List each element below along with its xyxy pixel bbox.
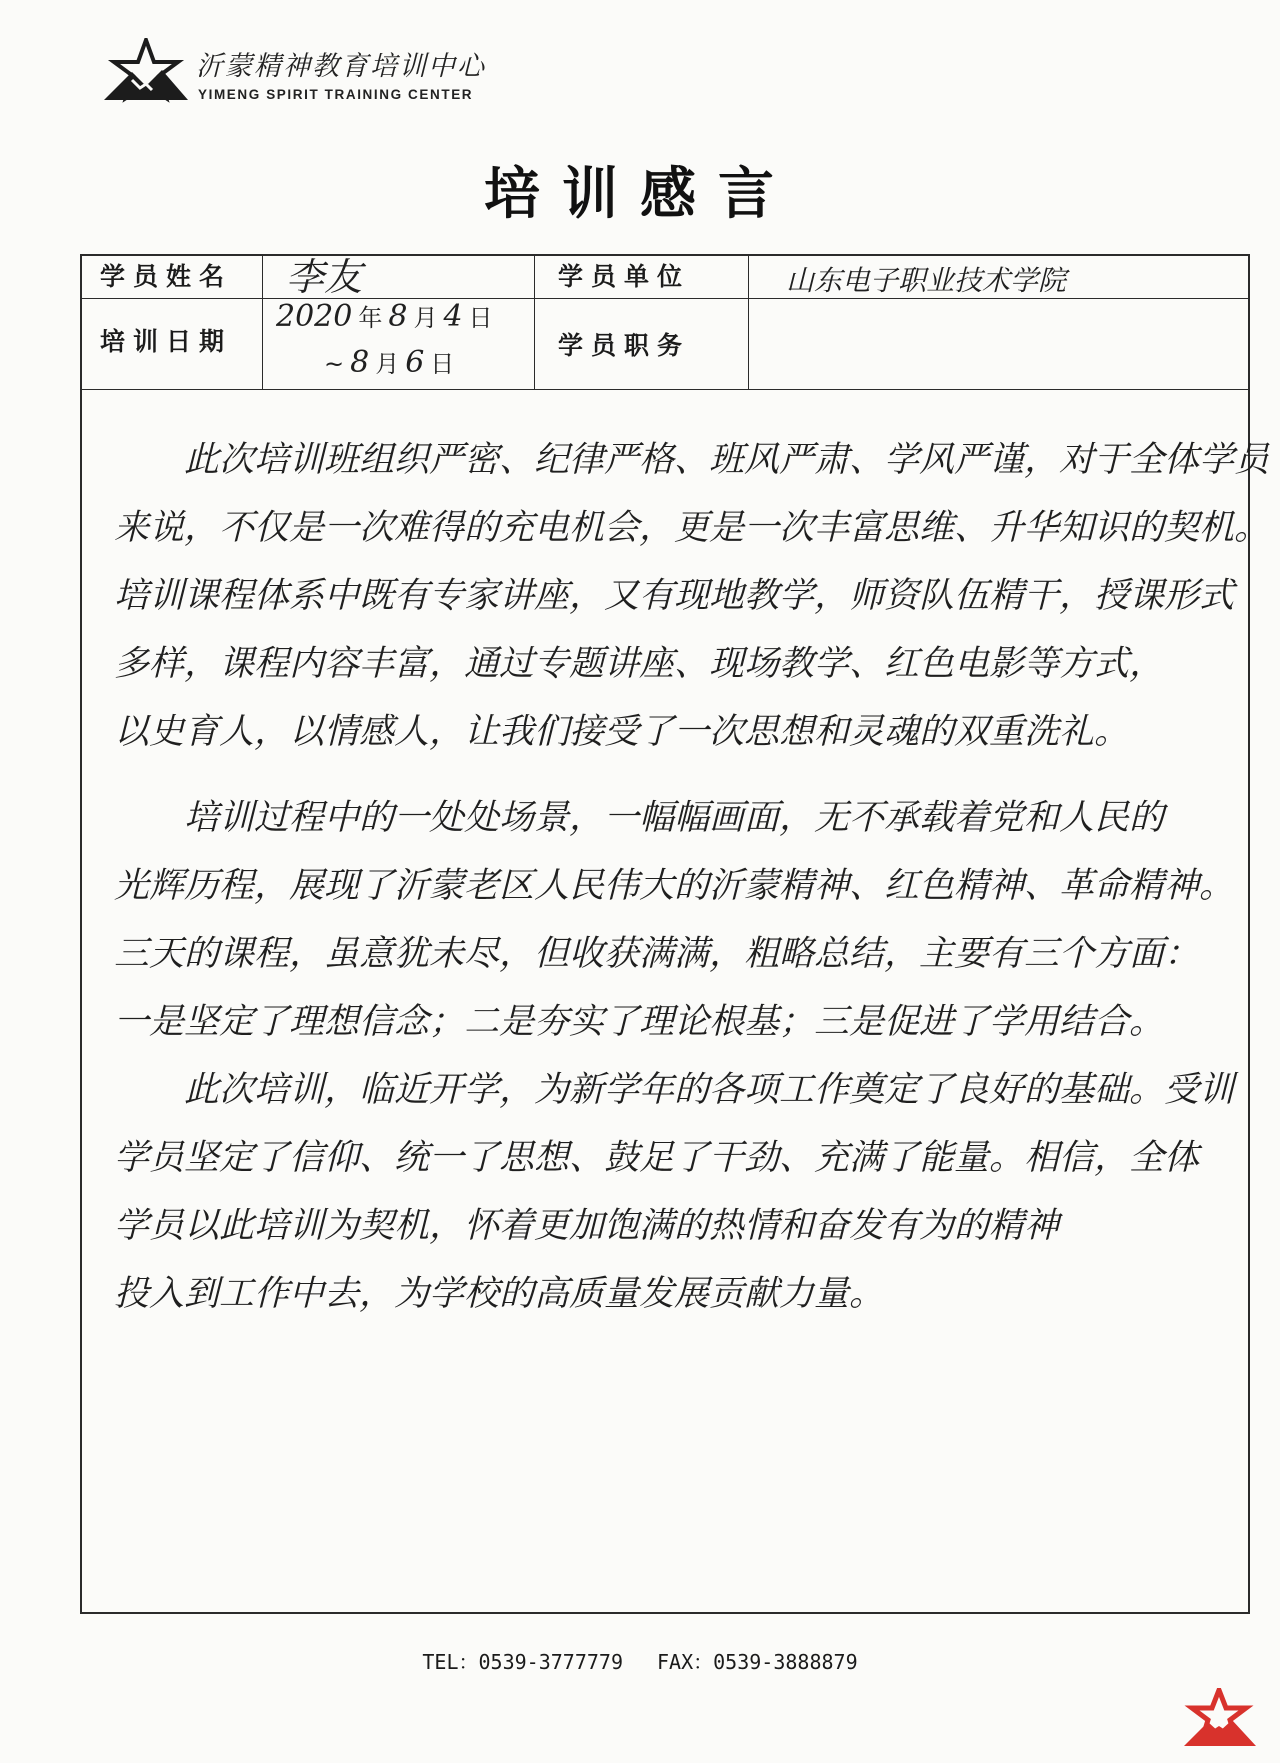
essay-line: 培训课程体系中既有专家讲座，又有现地教学，师资队伍精干，授课形式 xyxy=(114,576,1235,616)
day-unit: 日 xyxy=(468,304,493,332)
unit-value: 山东电子职业技术学院 xyxy=(786,264,1067,297)
essay-line: 三天的课程，虽意犹未尽，但收获满满，粗略总结，主要有三个方面： xyxy=(114,934,1200,974)
essay-line: 投入到工作中去，为学校的高质量发展贡献力量。 xyxy=(114,1274,885,1314)
date-start-month: 8 xyxy=(388,299,408,334)
year-unit: 年 xyxy=(358,304,383,332)
col-divider-2 xyxy=(534,256,535,389)
tel-number: 0539-3777779 xyxy=(478,1650,623,1674)
row-divider-2 xyxy=(82,389,1248,390)
col-divider-1 xyxy=(262,256,263,389)
name-label: 学员姓名 xyxy=(100,262,233,291)
day-unit: 日 xyxy=(430,350,455,378)
essay-line: 光辉历程，展现了沂蒙老区人民伟大的沂蒙精神、红色精神、革命精神。 xyxy=(114,866,1235,906)
tel-label: TEL： xyxy=(422,1650,479,1674)
essay-line: 学员以此培训为契机，怀着更加饱满的热情和奋发有为的精神 xyxy=(114,1206,1060,1246)
date-year: 2020 xyxy=(276,299,353,334)
position-label: 学员职务 xyxy=(558,331,691,360)
page-title: 培训感言 xyxy=(484,162,796,227)
red-star-corner-icon xyxy=(1180,1688,1258,1748)
testimonial-essay xyxy=(114,426,1270,1328)
name-value: 李友 xyxy=(286,255,363,299)
date-end xyxy=(318,344,460,380)
date-end-day: 6 xyxy=(405,345,425,380)
fax-number: 0539-3888879 xyxy=(713,1650,858,1674)
fax-label: FAX： xyxy=(657,1650,714,1674)
yimeng-star-mountain-icon xyxy=(102,38,190,104)
essay-line: 培训过程中的一处处场景，一幅幅画面，无不承载着党和人民的 xyxy=(114,798,1165,838)
date-start-day: 4 xyxy=(443,299,463,334)
logo-english-name: YIMENG SPIRIT TRAINING CENTER xyxy=(198,87,474,102)
unit-label: 学员单位 xyxy=(558,262,691,291)
essay-line: 此次培训班组织严密、纪律严格、班风严肃、学风严谨，对于全体学员 xyxy=(114,440,1270,480)
month-unit: 月 xyxy=(413,304,438,332)
logo-chinese-name: 沂蒙精神教育培训中心 xyxy=(196,51,486,82)
header-logo xyxy=(102,38,502,108)
date-label: 培训日期 xyxy=(100,327,233,356)
contact-footer xyxy=(0,1646,1280,1675)
col-divider-3 xyxy=(748,256,749,389)
essay-line: 此次培训，临近开学，为新学年的各项工作奠定了良好的基础。受训 xyxy=(114,1070,1235,1110)
row-divider-1 xyxy=(82,298,1248,299)
date-range-separator: ~ xyxy=(324,350,345,378)
month-unit: 月 xyxy=(375,350,400,378)
essay-line: 多样，课程内容丰富，通过专题讲座、现场教学、红色电影等方式， xyxy=(114,644,1165,684)
essay-line: 一是坚定了理想信念；二是夯实了理论根基；三是促进了学用结合。 xyxy=(114,1002,1165,1042)
essay-line: 来说，不仅是一次难得的充电机会，更是一次丰富思维、升华知识的契机。 xyxy=(114,508,1270,548)
testimonial-form xyxy=(80,254,1270,1614)
essay-line: 以史育人，以情感人，让我们接受了一次思想和灵魂的双重洗礼。 xyxy=(114,712,1130,752)
date-end-month: 8 xyxy=(350,345,370,380)
essay-line: 学员坚定了信仰、统一了思想、鼓足了干劲、充满了能量。相信，全体 xyxy=(114,1138,1200,1178)
date-start xyxy=(276,298,499,334)
